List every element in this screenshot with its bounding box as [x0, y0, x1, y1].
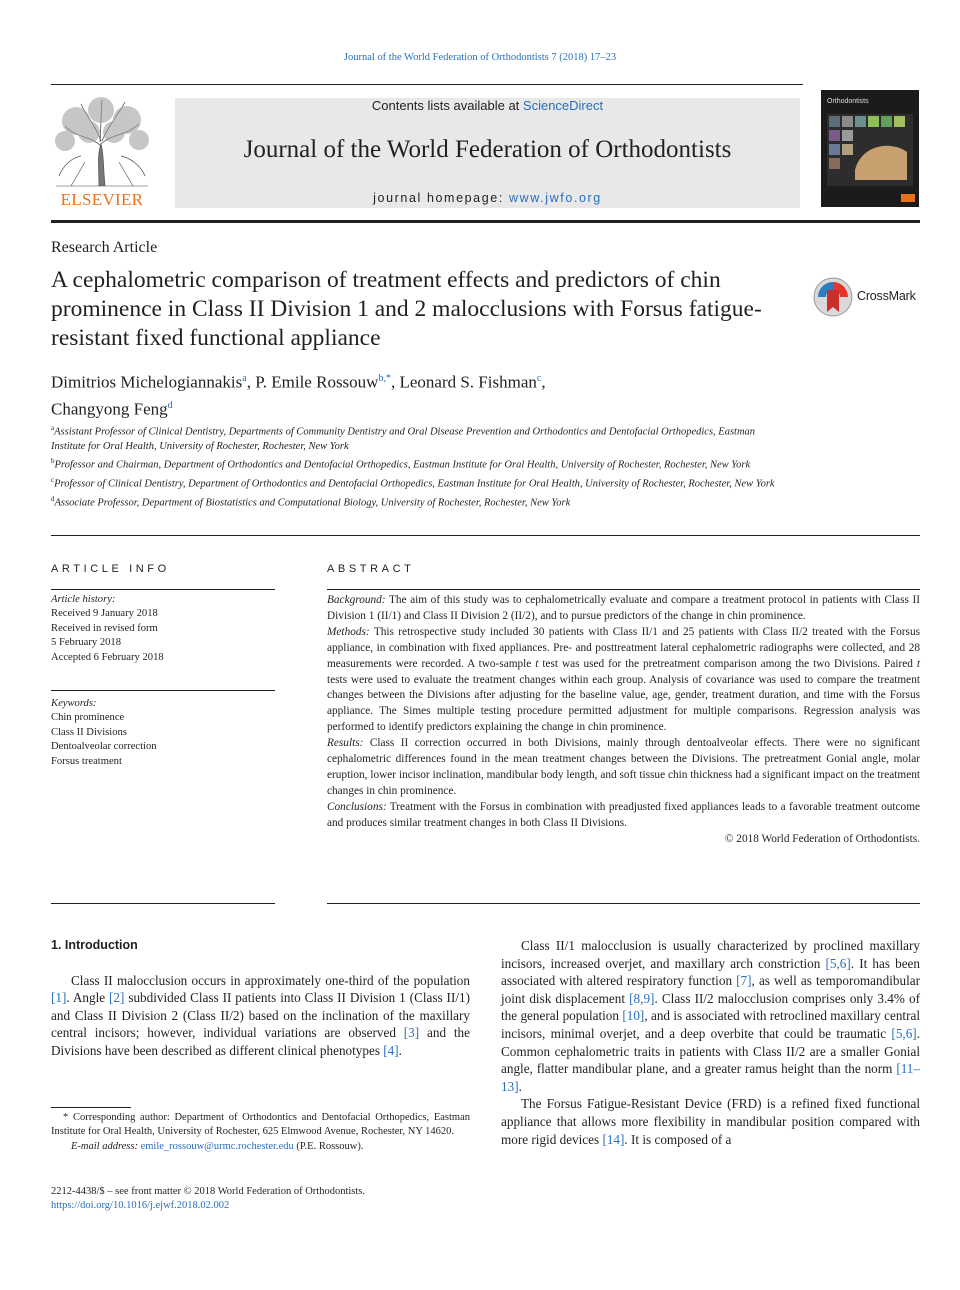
- text-run: . It has been associated with altered respiratory function: [501, 955, 920, 989]
- crossmark-button[interactable]: [812, 276, 922, 318]
- elsevier-wordmark: ELSEVIER: [60, 190, 144, 209]
- conclusions-text: Treatment with the Forsus in combination with preadjusted fixed appliances leads to a favorable treatment outcome and produces similar treatment changes in both Class II Divisions.: [327, 800, 920, 829]
- affiliation-text: Associate Professor, Department of Biostatistics and Computational Biology, University of Rochester, Rochester, New York: [54, 497, 571, 509]
- citation-ref[interactable]: [8,9]: [629, 990, 655, 1006]
- abstract-bottom-rule: [327, 903, 920, 904]
- author-sep: ,: [390, 372, 400, 392]
- article-info-rule: [51, 589, 275, 590]
- author-sep: ,: [246, 372, 256, 392]
- section-heading: 1. Introduction: [51, 938, 138, 952]
- text-run: , and is associated with retroclined maxillary central incisors, minimal overjet, and a deep overbite that could be traumatic: [501, 1008, 920, 1041]
- keywords: [51, 697, 275, 769]
- affiliation-sup: b: [51, 457, 55, 466]
- text-run: The Forsus Fatigue-Resistant Device (FRD) is a refined fixed functional appliance that allows more flexibility in mandibular position compared with more rigid devices: [501, 1096, 920, 1147]
- article-history: [51, 593, 275, 665]
- author-list: [51, 367, 811, 420]
- keyword-item: Dentoalveolar correction: [51, 741, 157, 753]
- text-run: . Common cephalometric traits in patients with Class II/2 are a smaller Gonial angle, flatter mandibular plane, and a greater ramus height than the norm: [501, 1025, 920, 1077]
- doi-link[interactable]: https://doi.org/10.1016/j.ejwf.2018.02.002: [51, 1200, 230, 1212]
- history-item: Received in revised form: [51, 622, 158, 634]
- affiliation-text: Professor of Clinical Dentistry, Department of Orthodontics and Dentofacial Orthopedics, Eastman Institute for Oral Health, University of Rochester, Rochester, New York: [54, 478, 775, 490]
- abstract-heading: ABSTRACT: [327, 563, 415, 575]
- text-run: and the Divisions have been described as different clinical phenotypes: [51, 1025, 470, 1058]
- keywords-label: Keywords:: [51, 698, 97, 709]
- email-line: [51, 1140, 470, 1154]
- author-sup[interactable]: d: [167, 399, 173, 411]
- text-run: subdivided Class II patients into Class II Division 1 (Class II/1) and Class II Division 2 (Class II/2) based on the inclination of the maxillary central incisors; however, individual variations are observed: [51, 990, 470, 1041]
- citation-ref[interactable]: [5,6]: [825, 955, 851, 971]
- text-run: . Class II/2 malocclusion comprises only 3.4% of the general population: [501, 990, 920, 1024]
- article-info-heading: ARTICLE INFO: [51, 563, 170, 575]
- abstract-body: [327, 593, 920, 848]
- header-rule: [51, 84, 803, 85]
- citation-ref[interactable]: [1]: [51, 990, 67, 1006]
- history-item: Accepted 6 February 2018: [51, 651, 164, 663]
- article-title: A cephalometric comparison of treatment effects and predictors of chin prominence in Class II Division 1 and 2 malocclusions with Forsus fatigue-resistant fixed functional appliance: [51, 267, 762, 351]
- author-name[interactable]: Dimitrios Michelogiannakis: [51, 372, 243, 392]
- citation-ref[interactable]: [14]: [602, 1131, 625, 1147]
- citation-ref[interactable]: [4]: [383, 1042, 399, 1058]
- text-run: Class II/1 malocclusion is usually characterized by proclined maxillary incisors, increased overjet, and maxillary arch constriction: [501, 938, 920, 971]
- author-sup[interactable]: a: [242, 373, 247, 384]
- cover-title: Orthodontists: [827, 98, 869, 105]
- email-label: E-mail address:: [71, 1140, 141, 1152]
- abstract-copyright: © 2018 World Federation of Orthodontists.: [724, 832, 920, 845]
- email-suffix: (P.E. Rossouw).: [293, 1140, 364, 1152]
- journal-cover-thumbnail[interactable]: [821, 90, 919, 207]
- methods-text: tests were used to evaluate the treatment changes within each group. Analysis of covariance was used to compare the treatment changes between the Divisions after adjusting for the baseline value, age, gender, treatment duration, and time with the Forsus appliance. The Simes multiple testing procedure permitted adjustment for multiple comparisons. Regression analysis was performed to identify predictors explaining the change in chin prominence.: [327, 673, 920, 734]
- journal-masthead: [175, 98, 800, 208]
- methods-t: t: [916, 657, 920, 670]
- methods-label: Methods:: [327, 625, 370, 638]
- contents-line: [175, 98, 800, 113]
- background-label: Background:: [327, 594, 386, 606]
- author-sup[interactable]: c: [536, 373, 542, 384]
- crossmark-label: CrossMark: [857, 289, 916, 303]
- affiliation: [51, 473, 791, 492]
- body-right-column: [501, 937, 920, 1148]
- text-run: .: [398, 1042, 402, 1058]
- citation-ref[interactable]: [11–13]: [501, 1061, 920, 1094]
- journal-homepage: [175, 191, 800, 205]
- keywords-rule: [51, 690, 275, 691]
- methods-t: t: [535, 657, 539, 670]
- text-run: Class II malocclusion occurs in approximately one-third of the population: [71, 972, 470, 988]
- methods-text: test was used for the pretreatment comparison among the two Divisions. Paired: [538, 657, 917, 670]
- footnote-rule: [51, 1107, 131, 1108]
- author-name[interactable]: Changyong Feng: [51, 399, 168, 419]
- affiliation-sup: c: [51, 475, 55, 484]
- paragraph: [501, 937, 920, 1095]
- citation-ref[interactable]: [10]: [622, 1008, 645, 1024]
- abstract-methods: [327, 625, 920, 736]
- citation-ref[interactable]: [7]: [736, 973, 752, 989]
- abstract-rule: [327, 589, 920, 590]
- paragraph: [501, 1095, 920, 1148]
- masthead-rule: [51, 220, 920, 223]
- citation-ref[interactable]: [3]: [403, 1025, 420, 1041]
- sciencedirect-link[interactable]: ScienceDirect: [522, 98, 604, 113]
- author-name[interactable]: P. Emile Rossouw: [255, 372, 379, 392]
- affiliation-rule: [51, 535, 920, 536]
- background-text: The aim of this study was to cephalometrically evaluate and compare a treatment protocol in patients with Class II Division 1 (II/1) and Class II Division 2 (II/2), and to pursue predictors of the change in chin prominence.: [327, 594, 920, 622]
- contents-prefix: Contents lists available at: [371, 98, 523, 113]
- crossmark-icon: [812, 276, 854, 318]
- text-run: . Angle: [66, 990, 110, 1006]
- journal-title: Journal of the World Federation of Orthodontists: [243, 136, 732, 163]
- results-text: Class II correction occurred in both Divisions, mainly through dentoalveolar effects. There were no significant cephalometric differences found in the mean treatment changes between the Divisions. The pretreatment Gonial angle, molar eruption, lower incisor inclination, mandibular body length, and soft tissue chin thickness had a significant impact on the treatment changes in chin prominence.: [327, 737, 920, 797]
- citation-ref[interactable]: [5,6]: [891, 1025, 917, 1041]
- homepage-link[interactable]: www.jwfo.org: [508, 191, 602, 205]
- cover-image-icon: [821, 90, 919, 207]
- abstract-results: [327, 736, 920, 800]
- affiliation: [51, 421, 791, 454]
- affiliation: [51, 454, 791, 473]
- abstract-conclusions: [327, 800, 920, 832]
- methods-text: This retrospective study included 30 patients with Class II/1 and 25 patients with Class II/2 treated with the Forsus appliance, in combination with fixed appliances. Pre- and posttreatment lateral cephalometric radiographs were collected, and 28 measurements were recorded. A two-sample: [327, 625, 920, 670]
- issn-line: 2212-4438/$ – see front matter © 2018 World Federation of Orthodontists.: [51, 1186, 366, 1197]
- author-sup[interactable]: b,*: [378, 373, 391, 384]
- affiliation: [51, 492, 791, 511]
- results-label: Results:: [327, 737, 364, 750]
- affiliation-text: Assistant Professor of Clinical Dentistry, Departments of Community Dentistry and Oral Disease Prevention and Orthodontics and Dentofacial Orthopedics, Eastman Institute for Oral Health, University of Rochester, Rochester, New York: [51, 426, 756, 452]
- affiliation-sup: d: [51, 494, 55, 503]
- corresponding-footnote: [51, 1111, 470, 1154]
- history-label: Article history:: [51, 594, 116, 605]
- keyword-item: Forsus treatment: [51, 755, 122, 767]
- homepage-prefix: journal homepage:: [373, 191, 509, 205]
- journal-citation-link[interactable]: Journal of the World Federation of Orthodontists 7 (2018) 17–23: [343, 52, 617, 63]
- conclusions-label: Conclusions:: [327, 800, 387, 813]
- history-item: 5 February 2018: [51, 637, 122, 649]
- body-left-column: [51, 937, 470, 1060]
- affiliations: [51, 421, 791, 510]
- author-sep: ,: [541, 372, 546, 392]
- abstract-background: [327, 593, 920, 625]
- elsevier-logo[interactable]: [51, 96, 153, 208]
- keyword-item: Chin prominence: [51, 712, 125, 724]
- corresponding-author: * Corresponding author: Department of Orthodontics and Dentofacial Orthopedics, Eastman Institute for Oral Health, University of Rochester, 625 Elmwood Avenue, Rochester, NY 14620.: [51, 1112, 470, 1138]
- paragraph: [51, 972, 470, 1060]
- text-run: .: [518, 1078, 522, 1094]
- article-type: Research Article: [51, 239, 158, 256]
- author-name[interactable]: Leonard S. Fishman: [399, 372, 537, 392]
- affiliation-text: Professor and Chairman, Department of Orthodontics and Dentofacial Orthopedics, Eastman Institute for Oral Health, University of Rochester, Rochester, New York: [54, 459, 751, 471]
- text-run: , as well as temporomandibular joint disk displacement: [501, 973, 920, 1006]
- text-run: . It is composed of a: [624, 1131, 732, 1147]
- keyword-item: Class II Divisions: [51, 726, 127, 738]
- citation-ref[interactable]: [2]: [109, 990, 125, 1006]
- article-info-bottom-rule: [51, 903, 275, 904]
- affiliation-sup: a: [51, 424, 55, 432]
- front-matter-note: [51, 1185, 551, 1214]
- history-item: Received 9 January 2018: [51, 608, 158, 620]
- elsevier-tree-icon: [51, 96, 153, 188]
- email-link[interactable]: emile_rossouw@urmc.rochester.edu: [140, 1140, 294, 1152]
